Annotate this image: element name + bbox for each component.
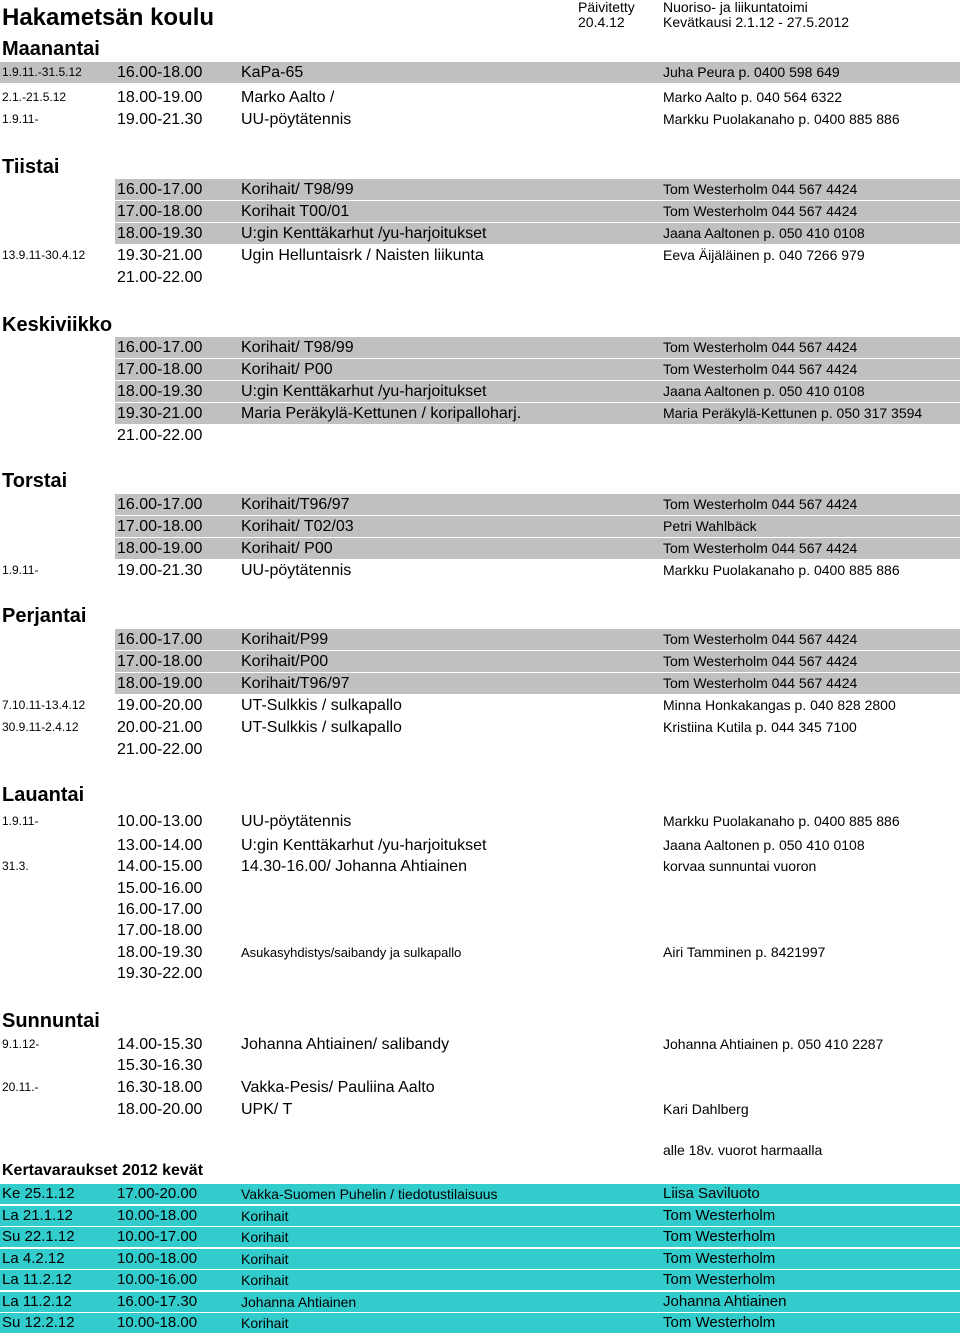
table-row bbox=[0, 494, 960, 515]
reservation-contact: Johanna Ahtiainen bbox=[663, 1293, 787, 1310]
row-activity: Maria Peräkylä-Kettunen / koripalloharj. bbox=[241, 405, 522, 422]
row-contact: Markku Puolakanaho p. 0400 885 886 bbox=[663, 111, 900, 127]
reservation-contact: Tom Westerholm bbox=[663, 1314, 776, 1331]
row-activity: UT-Sulkkis / sulkapallo bbox=[241, 719, 402, 736]
row-contact: Kristiina Kutila p. 044 345 7100 bbox=[663, 719, 857, 735]
row-date: 1.9.11- bbox=[2, 814, 39, 828]
reservation-date: Su 22.1.12 bbox=[2, 1228, 75, 1245]
row-contact: Tom Westerholm 044 567 4424 bbox=[663, 631, 858, 647]
table-row bbox=[0, 1077, 960, 1098]
row-time: 10.00-13.00 bbox=[117, 813, 203, 830]
table-row bbox=[0, 223, 960, 244]
row-contact: Jaana Aaltonen p. 050 410 0108 bbox=[663, 225, 865, 241]
table-row bbox=[0, 811, 960, 832]
row-time: 16.30-18.00 bbox=[117, 1079, 203, 1096]
row-date: 20.11.- bbox=[2, 1080, 39, 1094]
row-contact: Tom Westerholm 044 567 4424 bbox=[663, 675, 858, 691]
row-contact: Petri Wahlbäck bbox=[663, 518, 757, 534]
row-time: 16.00-17.00 bbox=[117, 496, 203, 513]
day-heading-tuesday: Tiistai bbox=[2, 156, 60, 178]
row-time: 19.00-20.00 bbox=[117, 697, 203, 714]
row-activity: Korihait/P99 bbox=[241, 631, 329, 648]
reservation-date: La 4.2.12 bbox=[2, 1250, 65, 1267]
reservation-row bbox=[0, 1249, 960, 1269]
reservation-contact: Tom Westerholm bbox=[663, 1207, 776, 1224]
row-time: 14.00-15.30 bbox=[117, 1036, 203, 1053]
reservation-activity: Korihait bbox=[241, 1229, 289, 1245]
table-row bbox=[0, 381, 960, 402]
table-row bbox=[0, 109, 960, 130]
row-time: 17.00-18.00 bbox=[117, 922, 203, 939]
row-activity: Korihait T00/01 bbox=[241, 203, 350, 220]
reservation-time: 16.00-17.30 bbox=[117, 1293, 198, 1310]
table-row bbox=[0, 673, 960, 694]
updated-label: Päivitetty bbox=[578, 0, 635, 15]
table-row bbox=[0, 62, 960, 83]
reservation-time: 10.00-16.00 bbox=[117, 1271, 198, 1288]
reservation-contact: Tom Westerholm bbox=[663, 1271, 776, 1288]
table-row bbox=[0, 651, 960, 672]
reservations-title: Kertavaraukset 2012 kevät bbox=[2, 1162, 204, 1179]
reservation-activity: Korihait bbox=[241, 1315, 289, 1331]
reservation-time: 10.00-18.00 bbox=[117, 1250, 198, 1267]
table-row bbox=[0, 963, 960, 984]
row-time: 18.00-19.30 bbox=[117, 225, 203, 242]
row-date: 7.10.11-13.4.12 bbox=[2, 698, 86, 712]
table-row bbox=[0, 856, 960, 877]
row-time: 16.00-18.00 bbox=[117, 64, 203, 81]
reservation-activity: Vakka-Suomen Puhelin / tiedotustilaisuus bbox=[241, 1186, 498, 1202]
row-time: 15.30-16.30 bbox=[117, 1057, 203, 1074]
row-contact: Kari Dahlberg bbox=[663, 1101, 749, 1117]
table-row bbox=[0, 878, 960, 899]
table-row bbox=[0, 516, 960, 537]
row-date: 9.1.12- bbox=[2, 1037, 40, 1051]
table-row bbox=[0, 538, 960, 559]
row-activity: Ugin Helluntaisrk / Naisten liikunta bbox=[241, 247, 484, 264]
table-row bbox=[0, 717, 960, 738]
table-row bbox=[0, 920, 960, 941]
row-contact: Markku Puolakanaho p. 0400 885 886 bbox=[663, 562, 900, 578]
row-contact: Juha Peura p. 0400 598 649 bbox=[663, 64, 840, 80]
row-activity: Korihait/T96/97 bbox=[241, 675, 350, 692]
row-contact: Tom Westerholm 044 567 4424 bbox=[663, 181, 858, 197]
row-activity: Korihait/P00 bbox=[241, 653, 329, 670]
reservation-activity: Johanna Ahtiainen bbox=[241, 1294, 357, 1310]
row-time: 19.00-21.30 bbox=[117, 111, 203, 128]
row-activity: Korihait/ P00 bbox=[241, 540, 333, 557]
row-time: 17.00-18.00 bbox=[117, 518, 203, 535]
reservation-row bbox=[0, 1292, 960, 1312]
row-time: 14.00-15.00 bbox=[117, 858, 203, 875]
row-date: 13.9.11-30.4.12 bbox=[2, 248, 86, 262]
row-date: 31.3. bbox=[2, 859, 29, 873]
row-activity: UU-pöytätennis bbox=[241, 562, 352, 579]
row-activity: Korihait/T96/97 bbox=[241, 496, 350, 513]
row-time: 17.00-18.00 bbox=[117, 203, 203, 220]
department: Nuoriso- ja liikuntatoimi bbox=[663, 0, 808, 15]
table-row bbox=[0, 179, 960, 200]
row-time: 20.00-21.00 bbox=[117, 719, 203, 736]
table-row bbox=[0, 1055, 960, 1076]
row-activity: Johanna Ahtiainen/ salibandy bbox=[241, 1036, 450, 1053]
reservation-contact: Tom Westerholm bbox=[663, 1250, 776, 1267]
table-row bbox=[0, 835, 960, 856]
row-date: 2.1.-21.5.12 bbox=[2, 90, 67, 104]
row-time: 17.00-18.00 bbox=[117, 361, 203, 378]
row-activity: U:gin Kenttäkarhut /yu-harjoitukset bbox=[241, 225, 487, 242]
row-time: 19.00-21.30 bbox=[117, 562, 203, 579]
row-activity: Korihait/ P00 bbox=[241, 361, 333, 378]
table-row bbox=[0, 695, 960, 716]
updated-date: 20.4.12 bbox=[578, 14, 625, 30]
reservation-row bbox=[0, 1206, 960, 1226]
note-gray-legend: alle 18v. vuorot harmaalla bbox=[663, 1142, 823, 1158]
row-activity: U:gin Kenttäkarhut /yu-harjoitukset bbox=[241, 383, 487, 400]
row-contact: Tom Westerholm 044 567 4424 bbox=[663, 496, 858, 512]
row-date: 30.9.11-2.4.12 bbox=[2, 720, 79, 734]
day-heading-sunday: Sunnuntai bbox=[2, 1010, 100, 1032]
row-activity: UU-pöytätennis bbox=[241, 111, 352, 128]
row-time: 16.00-17.00 bbox=[117, 181, 203, 198]
reservation-time: 10.00-17.00 bbox=[117, 1228, 198, 1245]
row-activity: 14.30-16.00/ Johanna Ahtiainen bbox=[241, 858, 467, 875]
row-activity: UPK/ T bbox=[241, 1101, 293, 1118]
row-date: 1.9.11- bbox=[2, 563, 39, 577]
row-time: 16.00-17.00 bbox=[117, 901, 203, 918]
day-heading-wednesday: Keskiviikko bbox=[2, 314, 113, 336]
table-row bbox=[0, 629, 960, 650]
row-time: 15.00-16.00 bbox=[117, 880, 203, 897]
row-time: 19.30-21.00 bbox=[117, 247, 203, 264]
row-contact: Eeva Äijäläinen p. 040 7266 979 bbox=[663, 247, 865, 263]
day-heading-saturday: Lauantai bbox=[2, 784, 85, 806]
table-row bbox=[0, 425, 960, 446]
row-contact: Maria Peräkylä-Kettunen p. 050 317 3594 bbox=[663, 405, 923, 421]
row-activity: Korihait/ T98/99 bbox=[241, 181, 354, 198]
row-contact: Airi Tamminen p. 8421997 bbox=[663, 944, 826, 960]
row-time: 21.00-22.00 bbox=[117, 269, 203, 286]
table-row bbox=[0, 201, 960, 222]
table-row bbox=[0, 403, 960, 424]
row-activity: KaPa-65 bbox=[241, 64, 304, 81]
row-contact: Tom Westerholm 044 567 4424 bbox=[663, 540, 858, 556]
row-activity: Korihait/ T98/99 bbox=[241, 339, 354, 356]
reservation-time: 10.00-18.00 bbox=[117, 1207, 198, 1224]
day-heading-friday: Perjantai bbox=[2, 605, 87, 627]
day-heading-monday: Maanantai bbox=[2, 38, 100, 60]
row-time: 18.00-19.30 bbox=[117, 944, 203, 961]
reservation-activity: Korihait bbox=[241, 1272, 289, 1288]
row-contact: Jaana Aaltonen p. 050 410 0108 bbox=[663, 837, 865, 853]
row-activity: Korihait/ T02/03 bbox=[241, 518, 354, 535]
row-date: 1.9.11.-31.5.12 bbox=[2, 65, 82, 79]
row-contact: Tom Westerholm 044 567 4424 bbox=[663, 339, 858, 355]
table-row bbox=[0, 87, 960, 108]
row-time: 13.00-14.00 bbox=[117, 837, 203, 854]
row-contact: Jaana Aaltonen p. 050 410 0108 bbox=[663, 383, 865, 399]
reservation-contact: Tom Westerholm bbox=[663, 1228, 776, 1245]
table-row bbox=[0, 560, 960, 581]
reservation-activity: Korihait bbox=[241, 1251, 289, 1267]
row-contact: korvaa sunnuntai vuoron bbox=[663, 858, 817, 874]
row-time: 21.00-22.00 bbox=[117, 427, 203, 444]
day-heading-thursday: Torstai bbox=[2, 470, 68, 492]
row-time: 18.00-19.00 bbox=[117, 89, 203, 106]
row-contact: Johanna Ahtiainen p. 050 410 2287 bbox=[663, 1036, 884, 1052]
row-time: 18.00-19.00 bbox=[117, 540, 203, 557]
reservation-activity: Korihait bbox=[241, 1208, 289, 1224]
reservation-date: Ke 25.1.12 bbox=[2, 1185, 75, 1202]
reservation-date: Su 12.2.12 bbox=[2, 1314, 75, 1331]
reservation-time: 17.00-20.00 bbox=[117, 1185, 198, 1202]
table-row bbox=[0, 739, 960, 760]
page-title: Hakametsän koulu bbox=[2, 4, 215, 31]
row-time: 16.00-17.00 bbox=[117, 339, 203, 356]
row-time: 18.00-19.00 bbox=[117, 675, 203, 692]
reservation-row bbox=[0, 1270, 960, 1290]
row-contact: Tom Westerholm 044 567 4424 bbox=[663, 361, 858, 377]
table-row bbox=[0, 942, 960, 963]
row-time: 18.00-19.30 bbox=[117, 383, 203, 400]
table-row bbox=[0, 267, 960, 288]
row-contact: Marko Aalto p. 040 564 6322 bbox=[663, 89, 843, 105]
season: Kevätkausi 2.1.12 - 27.5.2012 bbox=[663, 14, 850, 30]
row-activity: UU-pöytätennis bbox=[241, 813, 352, 830]
table-row bbox=[0, 1034, 960, 1055]
row-contact: Markku Puolakanaho p. 0400 885 886 bbox=[663, 813, 900, 829]
row-activity: Asukasyhdistys/saibandy ja sulkapallo bbox=[241, 945, 462, 960]
row-time: 19.30-22.00 bbox=[117, 965, 203, 982]
row-time: 21.00-22.00 bbox=[117, 741, 203, 758]
row-activity: Marko Aalto / bbox=[241, 89, 335, 106]
row-contact: Tom Westerholm 044 567 4424 bbox=[663, 203, 858, 219]
table-row bbox=[0, 1099, 960, 1120]
row-time: 18.00-20.00 bbox=[117, 1101, 203, 1118]
reservation-row bbox=[0, 1184, 960, 1204]
row-contact: Minna Honkakangas p. 040 828 2800 bbox=[663, 697, 896, 713]
reservation-row bbox=[0, 1313, 960, 1333]
row-time: 17.00-18.00 bbox=[117, 653, 203, 670]
row-activity: Vakka-Pesis/ Pauliina Aalto bbox=[241, 1079, 435, 1096]
row-time: 16.00-17.00 bbox=[117, 631, 203, 648]
table-row bbox=[0, 245, 960, 266]
reservation-date: La 11.2.12 bbox=[2, 1293, 72, 1310]
reservation-contact: Liisa Saviluoto bbox=[663, 1185, 760, 1202]
row-date: 1.9.11- bbox=[2, 112, 39, 126]
table-row bbox=[0, 899, 960, 920]
reservation-time: 10.00-18.00 bbox=[117, 1314, 198, 1331]
reservation-date: La 21.1.12 bbox=[2, 1207, 73, 1224]
reservation-date: La 11.2.12 bbox=[2, 1271, 72, 1288]
table-row bbox=[0, 359, 960, 380]
row-activity: U:gin Kenttäkarhut /yu-harjoitukset bbox=[241, 837, 487, 854]
row-contact: Tom Westerholm 044 567 4424 bbox=[663, 653, 858, 669]
row-time: 19.30-21.00 bbox=[117, 405, 203, 422]
row-activity: UT-Sulkkis / sulkapallo bbox=[241, 697, 402, 714]
reservation-row bbox=[0, 1227, 960, 1247]
table-row bbox=[0, 337, 960, 358]
